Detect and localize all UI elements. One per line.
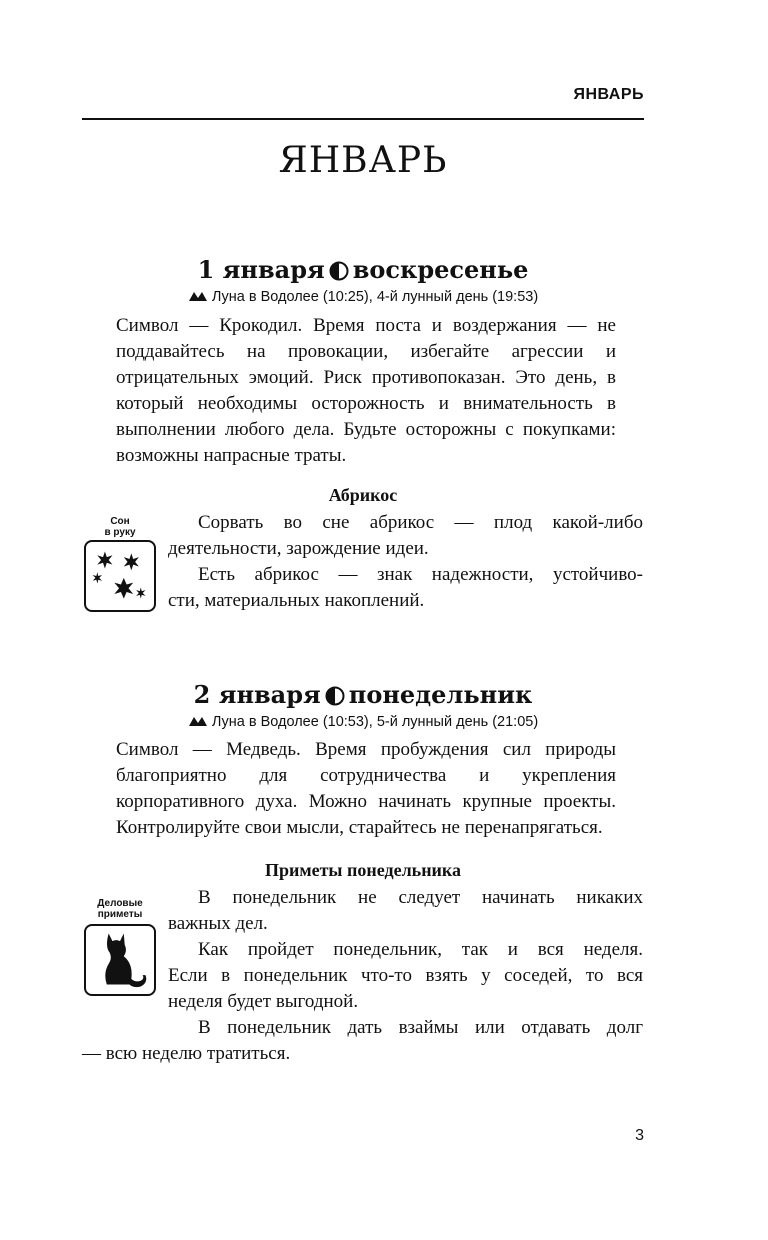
page-number: 3 [635, 1127, 644, 1144]
box-label-line: приметы [97, 909, 143, 920]
omen-line: неделя будет выгодной. [168, 991, 359, 1012]
omen-line: — всю неделю тратиться. [82, 1043, 291, 1064]
box-label-line: Сон [110, 516, 130, 527]
black-cat-icon [86, 926, 154, 994]
moon-info-2 [82, 714, 644, 730]
subsection-title-1: Абрикос [328, 485, 398, 505]
moon-info-1 [82, 289, 644, 305]
day-heading-1 [82, 255, 644, 284]
moon-phase-icon [329, 261, 349, 281]
aquarius-sign-icon [188, 715, 208, 727]
omen-line: Как пройдет понедельник, так и вся неделя. [198, 939, 643, 960]
stars-icon [86, 542, 154, 610]
omen-line: В понедельник не следует начинать никаких [198, 887, 643, 908]
day-date: 1 января [197, 255, 325, 284]
omen-line: В понедельник дать взаймы или отдавать долг [198, 1017, 643, 1038]
omen-line: Если в понедельник что-то взять у соседей, то вся [168, 965, 643, 986]
dream-line: Есть абрикос — знак надежности, устойчиво- [198, 564, 643, 585]
dream-box [84, 540, 156, 612]
box-label-line: Деловые [97, 898, 143, 909]
dream-line: деятельности, зарождение идеи. [168, 538, 429, 559]
day-description-2: Символ — Медведь. Время пробуждения сил природы благоприятно для сотрудничества и укрепления корпоративного духа. Можно начинать крупные проекты. Контролируйте свои мысли, старайтесь не перенапрягаться. [116, 739, 616, 838]
moon-phase-icon [325, 686, 345, 706]
moon-info-text: Луна в Водолее (10:53), 5-й лунный день (21:05) [211, 714, 539, 730]
subsection-title-2: Приметы понедельника [264, 860, 462, 880]
day-date: 2 января [193, 680, 321, 709]
aquarius-sign-icon [188, 290, 208, 302]
box-label-line: в руку [104, 527, 136, 538]
box-label-1 [80, 516, 160, 538]
omen-line: важных дел. [168, 913, 268, 934]
omens-box [84, 924, 156, 996]
header-rule [82, 118, 644, 120]
moon-info-text: Луна в Водолее (10:25), 4-й лунный день (19:53) [211, 289, 539, 305]
day-weekday: понедельник [348, 680, 533, 709]
day-weekday: воскресенье [352, 255, 529, 284]
running-head: ЯНВАРЬ [573, 86, 644, 103]
day-description-1: Символ — Крокодил. Время поста и воздержания — не поддавайтесь на провокации, избегайте агрессии и отрицательных эмоций. Риск противопоказан. Это день, в который необходимы осторожность и внимательность в выполнении любого дела. Будьте осторожны с покупками: возможны напрасные траты. [116, 315, 616, 466]
dream-line: сти, материальных накоплений. [168, 590, 425, 611]
dream-line: Сорвать во сне абрикос — плод какой-либо [198, 512, 643, 533]
day-heading-2 [82, 680, 644, 709]
month-title: ЯНВАРЬ [278, 140, 448, 181]
box-label-2 [80, 898, 160, 920]
